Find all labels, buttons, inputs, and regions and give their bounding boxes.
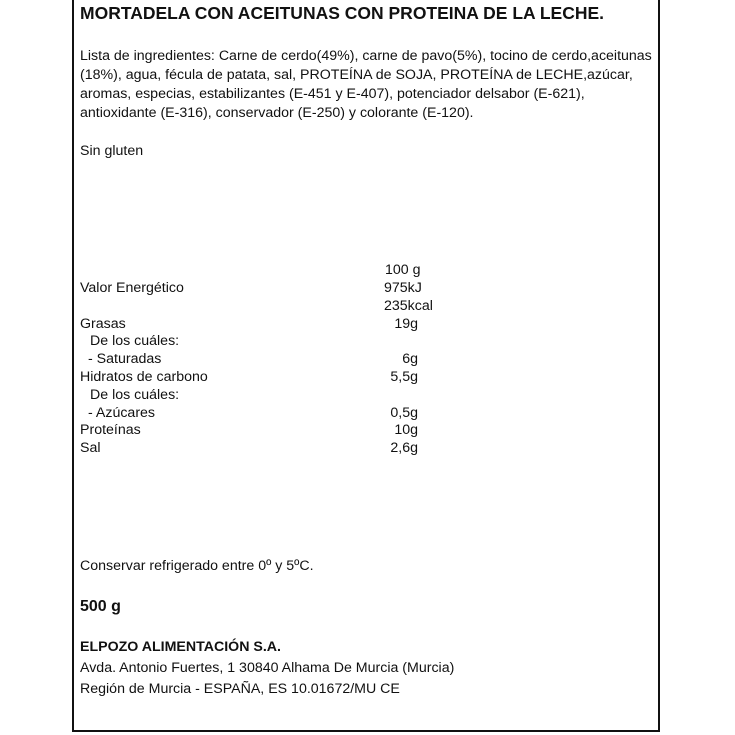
carbs-label: Hidratos de carbono [80, 369, 208, 385]
fat-label: Grasas [80, 316, 126, 332]
ingredients-list: Lista de ingredientes: Carne de cerdo(49%), carne de pavo(5%), tocino de cerdo,aceitunas (18%), agua, fécula de patata, sal, PROTEÍNA de SOJA, PROTEÍNA de LECHE,azúcar, aromas, especias, estabilizantes (E-451 y E-407), potenciador delsabor (E-621), antioxidante (E-316), conservador (E-250) y colorante (E-120). [80, 48, 652, 121]
saturates-label: - Saturadas [88, 351, 162, 367]
energy-label: Valor Energético [80, 280, 184, 296]
sugars-value: 0,5g [390, 405, 418, 421]
storage-instructions: Conservar refrigerado entre 0º y 5ºC. [80, 558, 314, 574]
energy-kcal-value: 235kcal [384, 298, 433, 314]
product-title: MORTADELA CON ACEITUNAS CON PROTEINA DE LA LECHE. [80, 3, 605, 23]
fat-value: 19g [394, 316, 418, 332]
salt-value: 2,6g [390, 440, 418, 456]
salt-label: Sal [80, 440, 101, 456]
company-address-line1: Avda. Antonio Fuertes, 1 30840 Alhama De Murcia (Murcia) [80, 660, 455, 676]
company-address-line2: Región de Murcia - ESPAÑA, ES 10.01672/MU CE [80, 681, 400, 697]
saturates-value: 6g [402, 351, 418, 367]
protein-label: Proteínas [80, 422, 141, 438]
gluten-note: Sin gluten [80, 143, 144, 159]
company-name: ELPOZO ALIMENTACIÓN S.A. [80, 639, 281, 655]
sugars-label: - Azúcares [88, 405, 156, 421]
nutrition-per-header: 100 g [385, 262, 421, 278]
of-which-label: De los cuáles: [90, 387, 180, 403]
energy-kj-value: 975kJ [384, 280, 422, 296]
protein-value: 10g [394, 422, 418, 438]
carbs-value: 5,5g [390, 369, 418, 385]
of-which-label: De los cuáles: [90, 333, 180, 349]
net-weight: 500 g [80, 598, 121, 615]
